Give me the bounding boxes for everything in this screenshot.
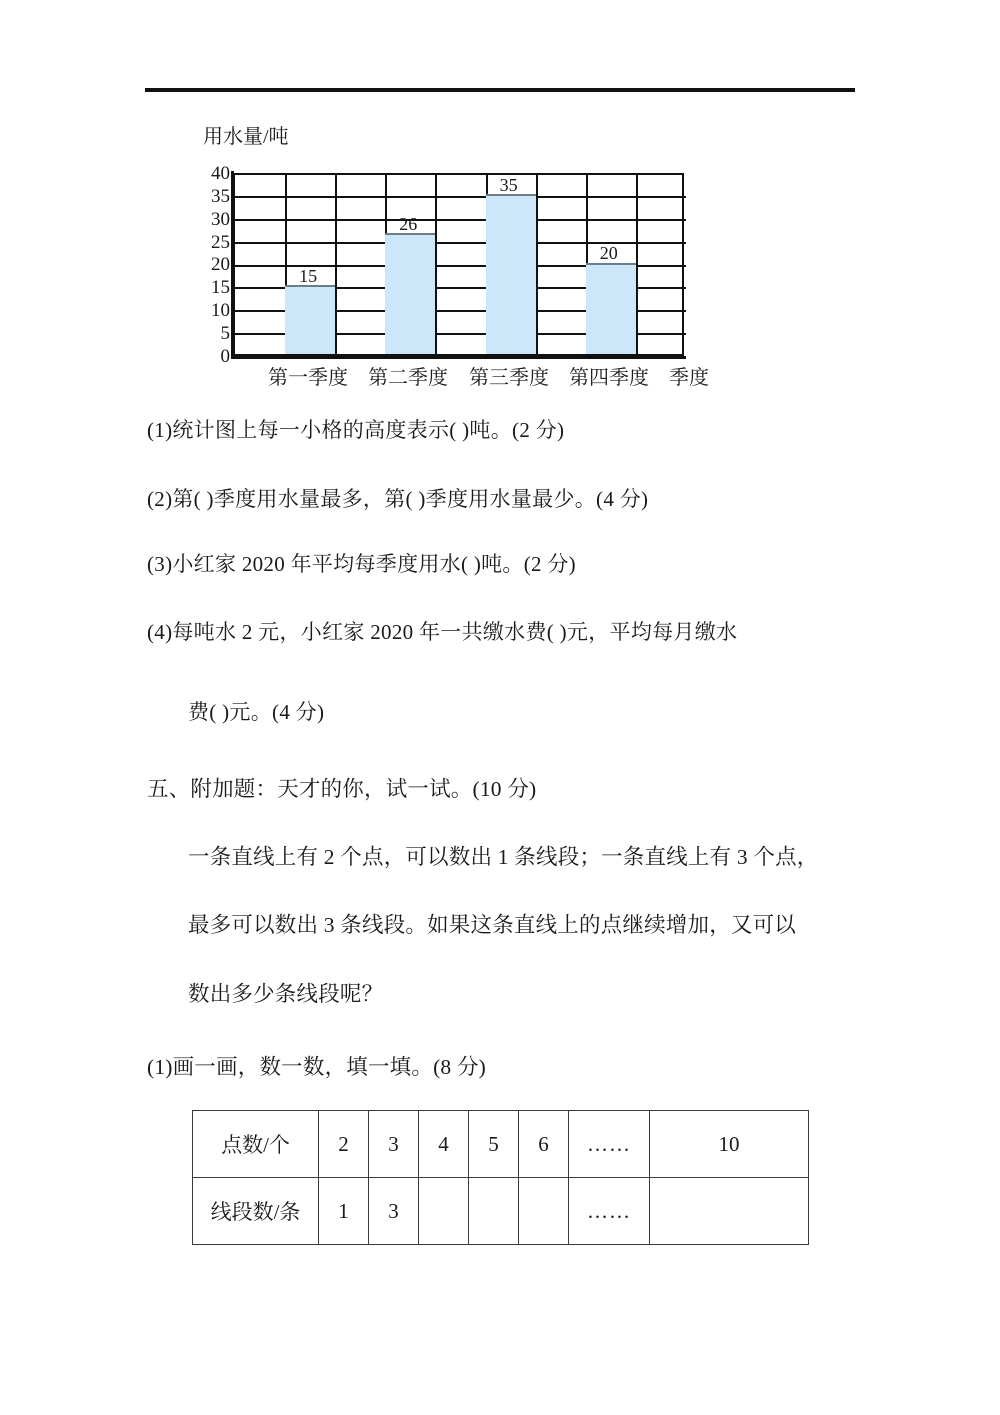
- bar-q2: [385, 233, 435, 354]
- x-label-q2: 第二季度: [368, 367, 448, 389]
- gridline-v-6: [536, 175, 538, 358]
- y-tick-40: 40: [211, 163, 230, 184]
- y-axis-tick-labels: [190, 163, 230, 367]
- x-label-q3: 第三季度: [469, 367, 549, 389]
- gridline-h-35: [235, 196, 686, 198]
- section-paragraph-line-1: 一条直线上有 2 个点，可以数出 1 条线段；一条直线上有 3 个点，: [188, 845, 819, 869]
- page-top-rule: [145, 88, 855, 92]
- bar-q4: [586, 263, 636, 355]
- cell-points-4[interactable]: 4: [419, 1111, 469, 1178]
- y-axis-title: 用水量/吨: [203, 126, 289, 148]
- table-row-segments: [193, 1178, 809, 1245]
- x-axis-title: 季度: [669, 367, 709, 389]
- cell-segments-3[interactable]: [419, 1178, 469, 1245]
- water-usage-bar-chart: [0, 120, 1000, 390]
- bar-value-q3: 35: [499, 175, 518, 195]
- bar-value-q2: 26: [399, 214, 418, 234]
- y-tick-5: 5: [220, 323, 230, 344]
- question-4-line-2: 费( )元。(4 分): [188, 700, 325, 724]
- gridline-h-30: [235, 219, 686, 221]
- cell-points-6[interactable]: 6: [519, 1111, 569, 1178]
- cell-segments-ellipsis: ……: [569, 1178, 650, 1245]
- gridline-v-8: [636, 175, 638, 358]
- x-label-q4: 第四季度: [569, 367, 649, 389]
- gridline-v-4: [435, 175, 437, 358]
- row-label-points: 点数/个: [193, 1111, 319, 1178]
- cell-points-2[interactable]: 2: [319, 1111, 369, 1178]
- y-tick-0: 0: [220, 346, 230, 367]
- section-heading: 五、附加题：天才的你，试一试。(10 分): [147, 777, 537, 801]
- segments-table: [192, 1110, 809, 1245]
- cell-segments-10[interactable]: [650, 1178, 809, 1245]
- row-label-segments: 线段数/条: [193, 1178, 319, 1245]
- section-paragraph-line-3: 数出多少条线段呢？: [188, 982, 384, 1006]
- cell-segments-2[interactable]: 3: [369, 1178, 419, 1245]
- cell-segments-1[interactable]: 1: [319, 1178, 369, 1245]
- y-tick-10: 10: [211, 300, 230, 321]
- cell-points-5[interactable]: 5: [469, 1111, 519, 1178]
- cell-points-10[interactable]: 10: [650, 1111, 809, 1178]
- y-tick-15: 15: [211, 277, 230, 298]
- cell-points-ellipsis: ……: [569, 1111, 650, 1178]
- bar-value-q4: 20: [599, 243, 618, 263]
- bar-value-q1: 15: [299, 266, 318, 286]
- bar-q3: [486, 194, 536, 354]
- plot-area-wrapper: [233, 173, 684, 356]
- y-tick-20: 20: [211, 254, 230, 275]
- x-label-q1: 第一季度: [268, 367, 348, 389]
- question-3: (3)小红家 2020 年平均每季度用水( )吨。(2 分): [147, 552, 576, 576]
- x-axis-line: [231, 356, 686, 359]
- y-tick-35: 35: [211, 186, 230, 207]
- y-tick-25: 25: [211, 232, 230, 253]
- bar-q1: [285, 285, 335, 354]
- sub-question-1: (1)画一画，数一数，填一填。(8 分): [147, 1055, 487, 1079]
- question-1: (1)统计图上每一小格的高度表示( )吨。(2 分): [147, 418, 565, 442]
- table-row-points: [193, 1111, 809, 1178]
- plot-area: [233, 173, 684, 356]
- question-2: (2)第( )季度用水量最多，第( )季度用水量最少。(4 分): [147, 487, 649, 511]
- cell-segments-5[interactable]: [519, 1178, 569, 1245]
- y-tick-30: 30: [211, 209, 230, 230]
- question-4-line-1: (4)每吨水 2 元，小红家 2020 年一共缴水费( )元，平均每月缴水: [147, 620, 738, 644]
- cell-points-3[interactable]: 3: [369, 1111, 419, 1178]
- gridline-v-2: [335, 175, 337, 358]
- section-paragraph-line-2: 最多可以数出 3 条线段。如果这条直线上的点继续增加，又可以: [188, 913, 797, 937]
- cell-segments-4[interactable]: [469, 1178, 519, 1245]
